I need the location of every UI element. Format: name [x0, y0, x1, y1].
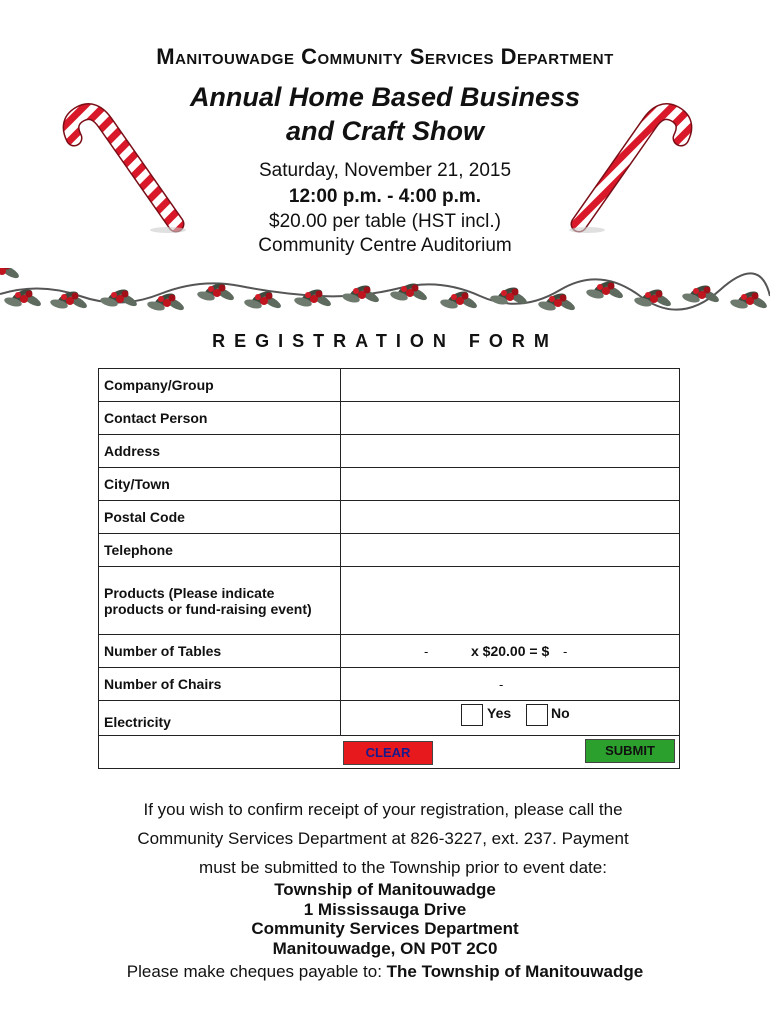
event-title-line1: Annual Home Based Business [189, 82, 581, 112]
form-row-address [99, 435, 680, 468]
tables-value[interactable]: - [424, 644, 429, 659]
form-row-company [99, 369, 680, 402]
electricity-no-checkbox[interactable] [526, 704, 548, 726]
clear-button[interactable]: CLEAR [343, 741, 433, 765]
buttons-cell [99, 736, 680, 769]
chairs-input[interactable] [341, 668, 680, 701]
form-row-contact [99, 402, 680, 435]
event-date: Saturday, November 21, 2015 [258, 160, 512, 181]
company-input[interactable] [341, 369, 680, 402]
address-line4: Manitouwadge, ON P0T 2C0 [272, 939, 498, 958]
form-row-electricity [99, 701, 680, 736]
city-label: City/Town [99, 468, 341, 501]
products-label-line1: Products (Please indicate [104, 584, 275, 601]
holly-garland [0, 268, 770, 328]
contact-input[interactable] [341, 402, 680, 435]
company-label: Company/Group [99, 369, 341, 402]
form-row-telephone [99, 534, 680, 567]
address-input[interactable] [341, 435, 680, 468]
tables-total: - [563, 644, 568, 659]
tables-rate: x $20.00 = $ [471, 643, 550, 659]
registration-form-table [98, 368, 680, 769]
postal-input[interactable] [341, 501, 680, 534]
footer-line2: Community Services Department at 826-3227, ext. 237. Payment [137, 829, 629, 848]
telephone-input[interactable] [341, 534, 680, 567]
cheques-prefix: Please make cheques payable to: [126, 962, 387, 981]
form-row-postal [99, 501, 680, 534]
address-line1: Township of Manitouwadge [274, 880, 496, 899]
contact-label: Contact Person [99, 402, 341, 435]
footer-line3: must be submitted to the Township prior to event date: [199, 858, 607, 877]
postal-label: Postal Code [99, 501, 341, 534]
footer-line1: If you wish to confirm receipt of your registration, please call the [143, 800, 623, 819]
form-row-city [99, 468, 680, 501]
event-price: $20.00 per table (HST incl.) [269, 211, 501, 232]
city-input[interactable] [341, 468, 680, 501]
chairs-label: Number of Chairs [99, 668, 341, 701]
cheques-note [0, 962, 770, 982]
telephone-label: Telephone [99, 534, 341, 567]
registration-form-heading: REGISTRATION FORM [212, 331, 558, 351]
electricity-yes-label: Yes [487, 705, 512, 721]
tables-input[interactable] [341, 635, 680, 668]
cheques-payee: The Township of Manitouwadge [386, 962, 644, 981]
products-label [99, 567, 341, 635]
address-line3: Community Services Department [251, 919, 519, 938]
event-time: 12:00 p.m. - 4:00 p.m. [288, 186, 482, 207]
department-name: Manitouwadge Community Services Department [156, 44, 614, 69]
submit-button[interactable]: SUBMIT [585, 739, 675, 763]
electricity-yes-checkbox[interactable] [461, 704, 483, 726]
products-label-line2: products or fund-raising event) [104, 600, 312, 617]
event-location: Community Centre Auditorium [258, 235, 512, 256]
tables-label: Number of Tables [99, 635, 341, 668]
form-row-buttons [99, 736, 680, 769]
electricity-options [341, 701, 680, 736]
address-line2: 1 Mississauga Drive [303, 900, 467, 919]
electricity-no-label: No [551, 705, 570, 721]
form-row-chairs [99, 668, 680, 701]
chairs-value[interactable]: - [499, 677, 504, 692]
electricity-label: Electricity [99, 701, 341, 736]
form-row-tables [99, 635, 680, 668]
event-title-line2: and Craft Show [285, 116, 484, 146]
products-input[interactable] [341, 567, 680, 635]
address-label: Address [99, 435, 341, 468]
form-row-products [99, 567, 680, 635]
